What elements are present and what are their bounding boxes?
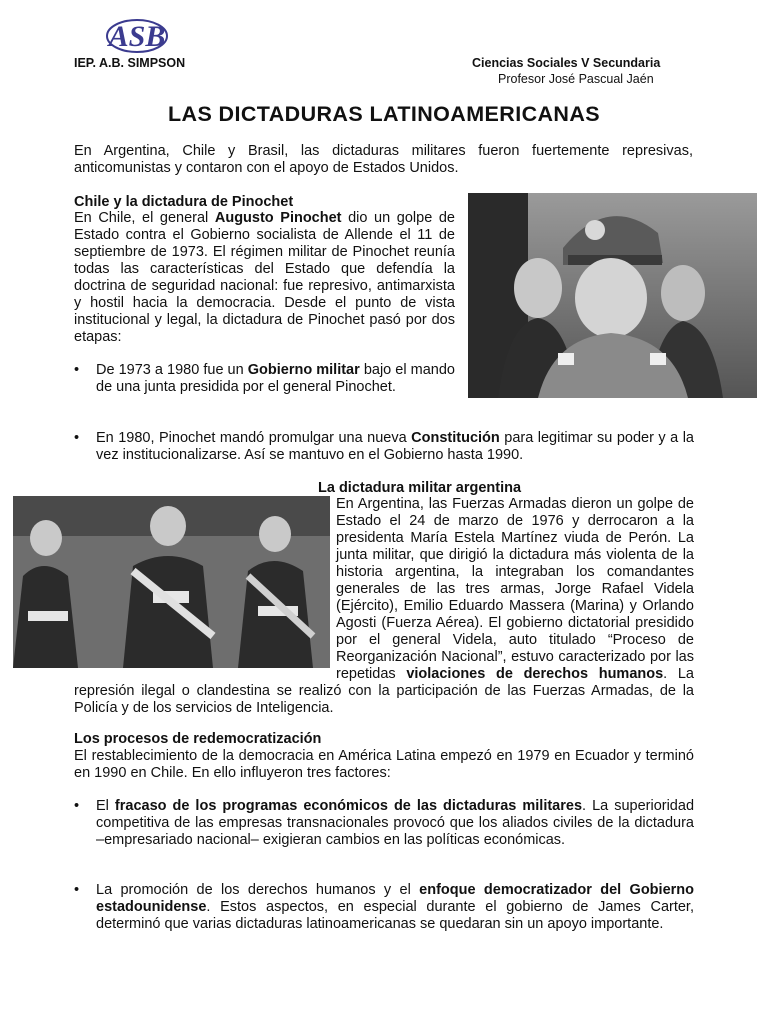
chile-bullet-1: • De 1973 a 1980 fue un Gobierno militar bajo el mando de una junta presidida por el general Pinochet. [74, 362, 455, 395]
bullet-icon: • [74, 362, 80, 378]
teacher-name: Profesor José Pascual Jaén [498, 72, 654, 86]
bullet-icon: • [74, 798, 80, 814]
junta-photo [13, 496, 330, 668]
school-logo [104, 12, 170, 56]
bullet-icon: • [74, 430, 80, 446]
bullet-icon: • [74, 882, 80, 898]
course-name: Ciencias Sociales V Secundaria [472, 56, 661, 70]
redemo-heading: Los procesos de redemocratización [74, 731, 322, 747]
redemo-intro: El restablecimiento de la democracia en América Latina empezó en 1979 en Ecuador y terminó en 1990 en Chile. En ello influyeron tres factores: [74, 748, 694, 781]
argentina-heading: La dictadura militar argentina [318, 480, 522, 496]
argentina-paragraph: En Argentina, las Fuerzas Armadas dieron un golpe de Estado el 24 de marzo de 1976 y derrocaron a la presidenta María Estela Martínez viuda de Perón. La junta militar, que dirigió la dictadura más violenta de la historia argentina, la integraban los comandantes generales de las tres armas, Jorge Rafael Videla (Ejército), Emilio Eduardo Massera (Marina) y Orlando Agosti (Fuerza Aérea). El gobierno dictatorial presidido por el general Videla, auto titulado “Proceso de Reorganización Nacional”, estuvo caracterizado por las repetidas violaciones de derechos humanos. La represión ilegal o clandestina se realizó con la participación de las Fuerzas Armadas, de la Policía y de los servicios de Inteligencia. [74, 496, 694, 716]
svg-text:ASB: ASB [108, 20, 166, 53]
intro-paragraph: En Argentina, Chile y Brasil, las dictaduras militares fueron fuertemente represivas, anticomunistas y contaron con el apoyo de Estados Unidos. [74, 143, 693, 176]
argentina-section [74, 496, 694, 717]
page-title: LAS DICTADURAS LATINOAMERICANAS [167, 102, 601, 126]
chile-heading: Chile y la dictadura de Pinochet [74, 194, 294, 210]
redemo-bullet-2: • La promoción de los derechos humanos y el enfoque democratizador del Gobierno estadounidense. Estos aspectos, en especial durante el gobierno de James Carter, determinó que varias dictaduras latinoamericanas se quedaran sin un apoyo importante. [74, 882, 694, 932]
chile-bullet-2: • En 1980, Pinochet mandó promulgar una nueva Constitución para legitimar su poder y a la vez institucionalizarse. Así se mantuvo en el Gobierno hasta 1990. [74, 430, 694, 463]
school-name: IEP. A.B. SIMPSON [74, 56, 186, 70]
pinochet-photo [468, 193, 757, 398]
redemo-bullet-1: • El fracaso de los programas económicos de las dictaduras militares. La superioridad competitiva de las empresas transnacionales provocó que los aliados civiles de la dictadura –empresariado nacional– exigieran cambios en las políticas económicas. [74, 798, 695, 848]
chile-paragraph: En Chile, el general Augusto Pinochet dio un golpe de Estado contra el Gobierno socialista de Allende el 11 de septiembre de 1973. El régimen militar de Pinochet reunía todas las características del Estado que defendía la doctrina de seguridad nacional: fue represivo, antimarxista y hostil hacia la democracia. Desde el punto de vista institucional y legal, la dictadura de Pinochet pasó por dos etapas: [74, 210, 455, 345]
